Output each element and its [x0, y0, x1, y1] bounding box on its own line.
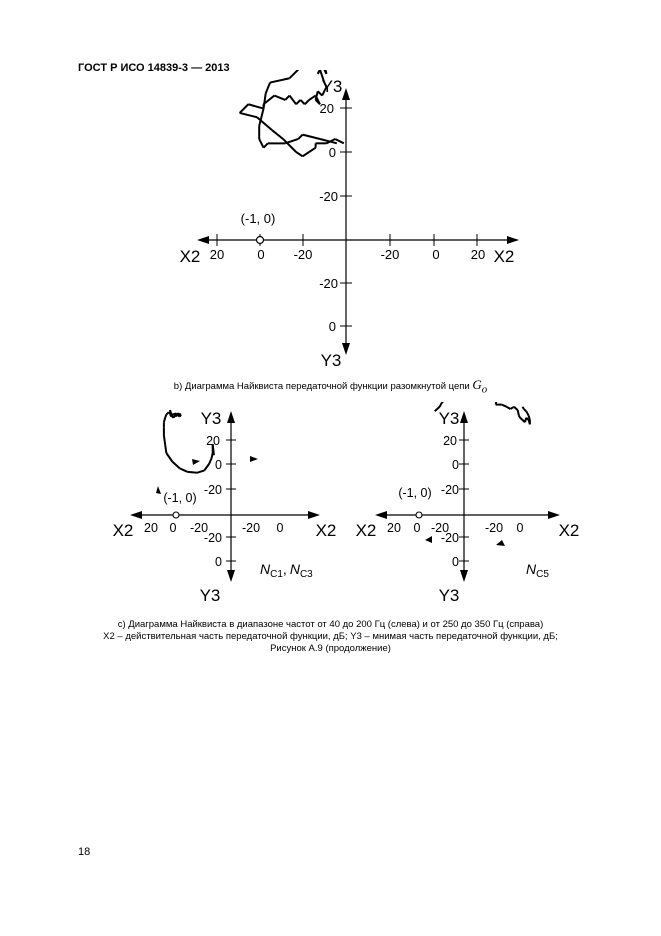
y-tick-label: 0: [452, 555, 459, 569]
trace-segment: [440, 402, 442, 406]
x-tick-label: 20: [387, 521, 401, 535]
y-tick-label: 0: [328, 319, 336, 334]
x-tick-label: -20: [484, 521, 504, 535]
y-tick-label: -20: [440, 483, 459, 497]
trace-segment: [285, 96, 289, 100]
trace-segment: [172, 462, 179, 469]
trace-segment: [170, 413, 171, 415]
x-tick-label: 0: [413, 521, 421, 535]
direction-arrow: [496, 540, 505, 546]
y-tick-label: -20: [319, 189, 338, 204]
x-arrow-left-c-left: [130, 511, 142, 519]
x-tick-label: -20: [189, 521, 209, 535]
caption-b-text: b) Диаграмма Найквиста передаточной функции разомкнутой цепи: [173, 381, 470, 392]
x-tick-label: -20: [380, 247, 400, 262]
y-tick-label: 0: [215, 458, 222, 472]
x-arrow-left-b: [197, 236, 209, 244]
trace-segment: [524, 409, 526, 411]
x-tick-label: -20: [293, 247, 313, 262]
x-arrow-right-c-left: [308, 511, 320, 519]
trace-segment: [514, 407, 518, 410]
y-tick-label: -20: [440, 531, 459, 545]
x-tick-label: 0: [516, 521, 524, 535]
legend-c-right: $N_{C5}$: [526, 561, 549, 580]
y-arrow-down-c-right: [460, 570, 468, 582]
trace-segment: [187, 472, 197, 473]
y-tick-label: 20: [319, 101, 334, 116]
caption-c-line1: c) Диаграмма Найквиста в диапазоне частот от 40 до 200 Гц (слева) и от 250 до 350 Гц (справа): [117, 619, 544, 630]
trace-segment: [166, 412, 168, 414]
axis-label-left: X2: [355, 521, 377, 540]
trace-segment: [290, 70, 307, 78]
caption-c-line2: X2 – действительная часть передаточной функции, дБ; Y3 – мнимая часть передаточной функции, дБ;: [103, 631, 558, 642]
x-tick-label: 0: [169, 521, 177, 535]
caption-b: [0, 377, 661, 396]
y-tick-label: -20: [319, 276, 338, 291]
y-tick-label: 0: [328, 145, 336, 160]
trace-segment: [248, 104, 263, 108]
caption-b-symbol: $G_o$: [472, 377, 488, 396]
caption-b-symbol-sub: o: [481, 383, 488, 396]
axis-label-right: X2: [558, 521, 580, 540]
trace-segment: [502, 405, 507, 407]
trace-segment: [211, 453, 212, 459]
direction-arrow: [156, 486, 161, 494]
critical-point-label: (-1, 0): [398, 486, 432, 500]
direction-arrow: [192, 459, 200, 465]
direction-arrow: [250, 456, 258, 462]
axis-label-left: X2: [112, 521, 134, 540]
x-tick-label: -20: [241, 521, 261, 535]
trace-segment: [274, 96, 285, 100]
trace-segment: [507, 407, 511, 409]
x-arrow-right-c-right: [548, 511, 560, 519]
trace-segment: [209, 459, 211, 465]
trace-segment: [165, 444, 166, 453]
trace-segment: [240, 113, 257, 117]
trace-segment: [526, 411, 528, 415]
trace-segment: [303, 135, 320, 139]
x-tick-label: -20: [430, 521, 450, 535]
trace-segment: [164, 418, 165, 422]
y-arrow-down-b: [342, 343, 350, 355]
x-tick-label: 0: [276, 521, 284, 535]
trace-segment: [180, 468, 187, 471]
axis-label-bottom: Y3: [438, 586, 460, 605]
y-tick-label: 0: [452, 458, 459, 472]
trace-segment: [165, 415, 166, 418]
trace-segment: [197, 471, 204, 473]
trace-segment: [305, 100, 309, 104]
trace-segment: [298, 135, 302, 139]
trace-segment: [270, 78, 290, 82]
document-header: ГОСТ Р ИСО 14839-3 — 2013: [78, 62, 230, 74]
nyquist-chart-c-left: [100, 402, 350, 607]
nyquist-chart-b: [150, 70, 530, 375]
critical-point-label: (-1, 0): [240, 211, 276, 226]
trace-segment: [164, 435, 165, 444]
trace-segment: [510, 407, 514, 409]
y-tick-label: 20: [443, 434, 457, 448]
critical-point-marker: [416, 512, 422, 518]
direction-arrow: [425, 536, 432, 543]
trace-segment: [300, 100, 304, 104]
trace-segment: [296, 152, 303, 156]
axis-label-bottom: Y3: [320, 351, 342, 370]
nyquist-chart-c-right: [345, 402, 590, 607]
axis-label-right: X2: [315, 521, 337, 540]
y-tick-label: -20: [203, 483, 222, 497]
x-arrow-left-c-right: [375, 511, 387, 519]
trace-segment: [272, 130, 283, 139]
trace-segment: [435, 409, 437, 411]
trace-segment: [529, 416, 530, 420]
trace-segment: [240, 104, 249, 113]
trace-segment: [166, 453, 172, 462]
legend-c-left: $N_{C1}$, $N_{C3}$: [260, 561, 313, 580]
x-tick-label: 0: [432, 247, 440, 262]
x-tick-label: 20: [470, 247, 486, 262]
page-number: 18: [78, 846, 91, 858]
y-arrow-up-c-right: [460, 411, 468, 423]
trace-segment: [266, 83, 270, 94]
trace-segment: [309, 148, 316, 152]
x-arrow-right-b: [507, 236, 519, 244]
y-tick-label: -20: [203, 531, 222, 545]
trace-segment: [523, 407, 524, 409]
trace-segment: [204, 464, 209, 471]
axis-label-top: Y3: [200, 409, 222, 428]
trace-segment: [322, 70, 326, 74]
trace-segment: [303, 152, 310, 156]
trace-segment: [259, 139, 263, 148]
x-tick-label: 0: [257, 247, 265, 262]
y-arrow-down-c-left: [227, 570, 235, 582]
axis-label-top: Y3: [321, 77, 343, 96]
figure-label: Рисунок А.9 (продолжение): [270, 643, 391, 654]
y-arrow-up-c-left: [227, 411, 235, 423]
y-arrow-up-b: [342, 88, 350, 100]
critical-point-marker: [173, 512, 179, 518]
y-tick-label: 20: [206, 434, 220, 448]
y-tick-label: 0: [215, 555, 222, 569]
axis-label-top: Y3: [438, 409, 460, 428]
axis-label-right: X2: [493, 247, 515, 266]
x-tick-label: 20: [144, 521, 158, 535]
axis-label-bottom: Y3: [199, 586, 221, 605]
nyquist-trace-b: [240, 70, 383, 156]
axis-label-left: X2: [179, 247, 201, 266]
trace-segment: [290, 96, 297, 105]
trace-segment: [520, 418, 522, 420]
caption-c: [0, 619, 661, 655]
x-tick-label: 20: [209, 247, 225, 262]
critical-point-label: (-1, 0): [163, 491, 197, 505]
trace-segment: [519, 416, 520, 418]
critical-point-marker: [257, 237, 264, 244]
trace-segment: [518, 410, 519, 416]
trace-segment: [309, 96, 316, 100]
